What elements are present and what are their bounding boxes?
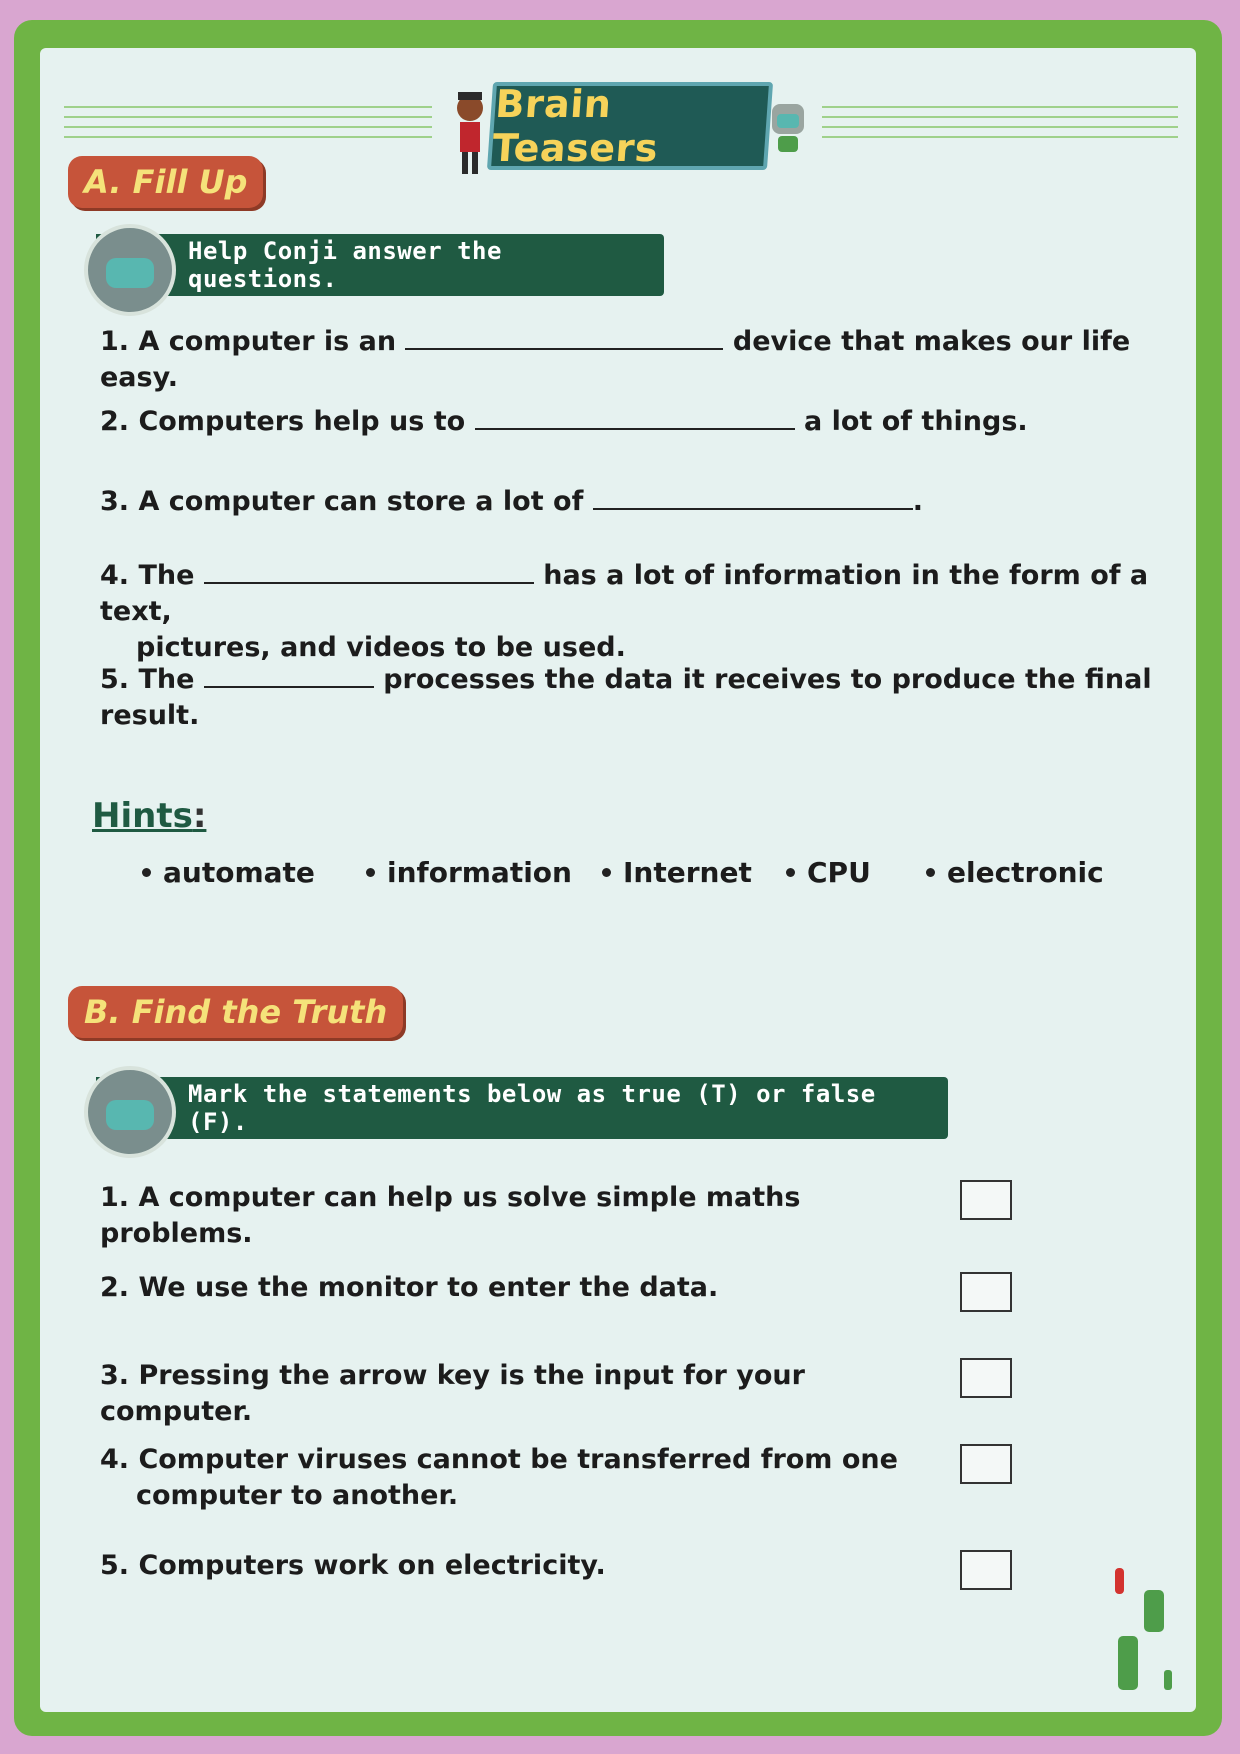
- hint-item: CPU: [786, 856, 871, 889]
- section-b-title: B. Find the Truth: [84, 993, 388, 1031]
- answer-box[interactable]: [960, 1358, 1012, 1398]
- statement: 5. Computers work on electricity.: [100, 1550, 606, 1581]
- robot-helper-icon: [84, 1066, 176, 1158]
- decorative-rules-left: [64, 106, 432, 146]
- decorative-bar: [1164, 1670, 1172, 1690]
- answer-box[interactable]: [960, 1180, 1012, 1220]
- section-b-tag: [68, 986, 403, 1038]
- answer-box[interactable]: [960, 1550, 1012, 1590]
- statement: 2. We use the monitor to enter the data.: [100, 1272, 719, 1303]
- section-a-instruction-banner: [96, 234, 664, 296]
- hint-item: electronic: [926, 856, 1104, 889]
- decorative-bar: [1144, 1590, 1164, 1632]
- decorative-bar: [1115, 1568, 1124, 1594]
- conji-robot-icon: [84, 224, 176, 316]
- answer-box[interactable]: [960, 1272, 1012, 1312]
- fill-question: 3. A computer can store a lot of .: [100, 486, 924, 517]
- section-a-instruction: Help Conji answer the questions.: [188, 237, 502, 293]
- hint-item: information: [366, 856, 572, 889]
- decorative-bar: [1118, 1636, 1138, 1690]
- title-banner: [487, 82, 773, 170]
- section-a-title: A. Fill Up: [84, 163, 248, 201]
- answer-blank[interactable]: [405, 324, 723, 350]
- answer-box[interactable]: [960, 1444, 1012, 1484]
- robot-mascot-icon: [766, 100, 810, 156]
- section-a-tag: [68, 156, 263, 208]
- hints-heading: Hints:: [92, 796, 207, 836]
- answer-blank[interactable]: [204, 662, 374, 688]
- hint-item: Internet: [602, 856, 752, 889]
- statement: 3. Pressing the arrow key is the input for your computer.: [100, 1360, 805, 1427]
- answer-blank[interactable]: [204, 558, 534, 584]
- fill-question: 5. The processes the data it receives to produce the final result.: [100, 664, 1152, 731]
- hint-item: automate: [142, 856, 315, 889]
- statement: 4. Computer viruses cannot be transferred from one computer to another.: [100, 1444, 898, 1511]
- girl-mascot-icon: [448, 88, 492, 178]
- fill-question: 1. A computer is an device that makes our life easy.: [100, 326, 1131, 393]
- page-title: Brain Teasers: [490, 82, 660, 170]
- answer-blank[interactable]: [475, 404, 795, 430]
- answer-blank[interactable]: [593, 484, 913, 510]
- section-b-instruction: Mark the statements below as true (T) or false (F).: [188, 1080, 876, 1136]
- statement: 1. A computer can help us solve simple maths problems.: [100, 1182, 801, 1249]
- fill-question: 2. Computers help us to a lot of things.: [100, 406, 1028, 437]
- fill-question: 4. The has a lot of information in the form of a text, pictures, and videos to be used.: [100, 560, 1149, 663]
- section-b-instruction-banner: [96, 1077, 948, 1139]
- decorative-rules-right: [822, 106, 1178, 146]
